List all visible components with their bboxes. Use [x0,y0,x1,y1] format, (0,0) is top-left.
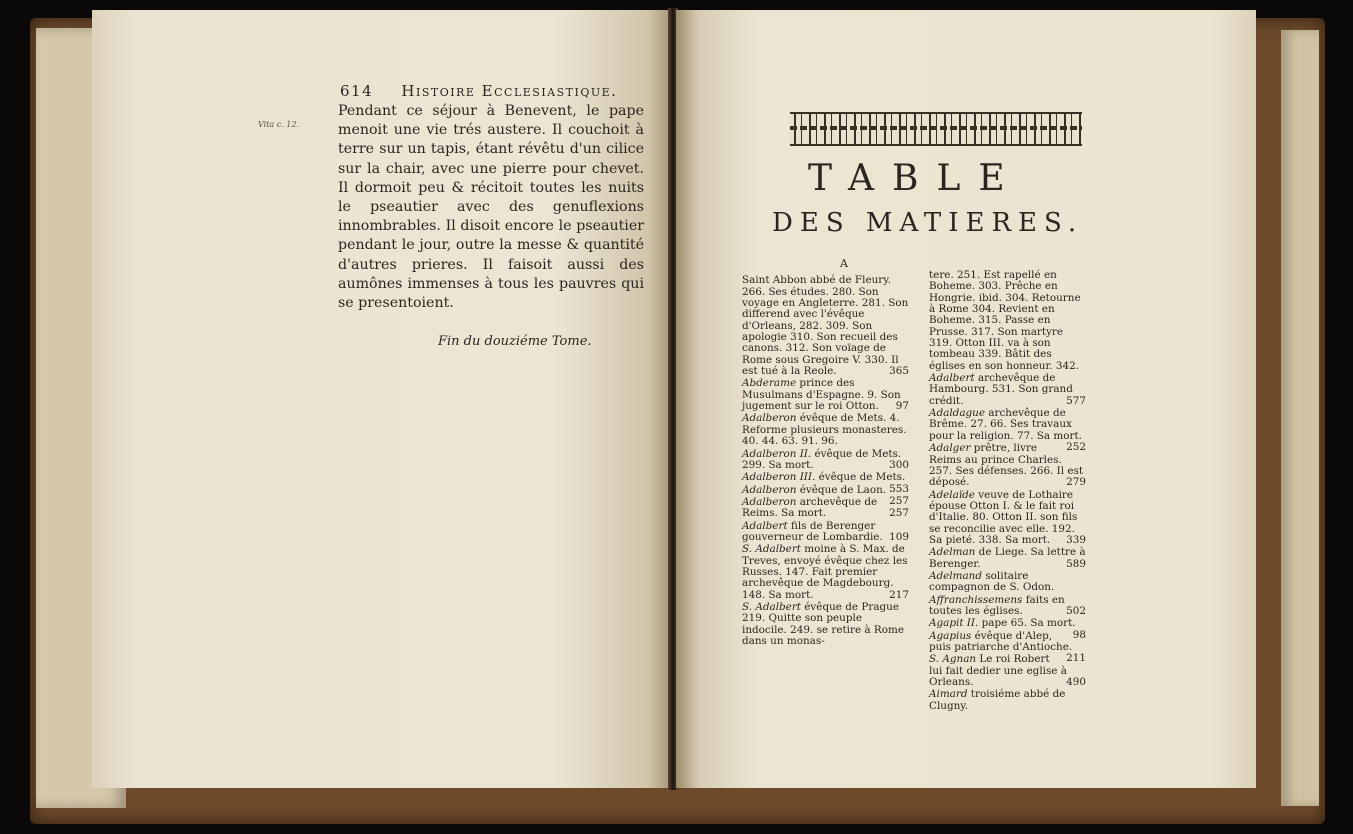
entry-page-ref: 300 [889,458,909,471]
entry-headword: S. Agnan [929,653,977,666]
entry-text: moine à S. Max. de Treves, envoyé évêque chez les Russes. 147. Fait premier archevêque de Magdebourg. 148. Sa mort. [742,543,908,601]
index-entry [742,494,909,520]
entry-headword: Adalger [929,442,971,455]
entry-text: veuve de Lothaire épouse Otton I. & le fait roi d'Italie. 80. Otton II. son fils se reconcilie avec elle. 192. Sa pieté. 338. Sa mort. [929,488,1078,546]
index-entry [742,413,909,447]
entry-headword: Adalbert [742,519,788,532]
entry-text: fils de Berenger gouverneur de Lombardie. [742,519,883,543]
entry-headword: Agapius [929,629,972,642]
entry-page-ref: 252 [1066,441,1086,454]
page-number: 614 [340,82,374,100]
entry-headword: Adalberon [742,412,797,425]
entry-text: de Liege. Sa lettre à Berenger. [929,546,1086,570]
table-title: TABLE [808,158,1023,199]
entry-page-ref: 97 [895,400,909,413]
entry-text: Le roi Robert lui fait dedier une eglise à Orleans. [929,653,1067,689]
entry-text: faits en toutes les églises. [929,593,1065,617]
entry-headword: S. Adalbert [742,600,801,613]
running-head [340,82,640,100]
margin-note: Vita c. 12. [258,120,300,129]
entry-text: archevêque de Hambourg. 531. Son grand crédit. [929,372,1073,407]
entry-text: prêtre, livre Reims au prince Charles. 257. Ses défenses. 266. Il est déposé. [929,442,1084,489]
index-entry [742,378,909,412]
entry-headword: Abderame [742,377,797,390]
entry-headword: S. Adalbert [742,543,801,556]
index-entries-col2 [929,270,1086,712]
entry-text: évêque de Mets. 299. Sa mort. [742,447,902,471]
entry-text: Saint Abbon abbé de Fleury. 266. Ses études. 280. Son voyage en Angleterre. 281. Son differend avec l'évêque d'Orleans, 282. 309. Son apologie 310. Son recueil des canons. 312. Son voïage de Rome sous Gregoire V. 330. Il est tué à la Reole. [742,274,909,378]
entry-page-ref: 217 [889,588,909,601]
running-head-title: Histoire Ecclesiastique. [401,82,618,100]
entry-headword: Adalberon II. [742,447,812,460]
entry-text: évêque de Prague 219. Quitte son peuple indocile. 249. se retire à Rome dans un monas- [742,600,904,647]
body-paragraph: Pendant ce séjour à Benevent, le pape menoit une vie trés austere. Il couchoit à terre sur un tapis, étant révêtu d'un cilice sur la chair, avec une pierre pour chevet. Il dormoit peu & récitoit toutes les nuits le pseautier avec des genuflexions innombrables. Il disoit encore le pseautier pendant le jour, outre la messe & quantité d'autres prieres. Il faisoit aussi des aumônes immenses à tous les pauvres qui se presentoient. [338,103,644,312]
index-entry [742,602,909,647]
entry-page-ref: 365 [889,365,909,378]
entry-headword: Affranchissemens [929,593,1023,606]
entry-text: troisiéme abbé de Clugny. [929,688,1066,712]
entry-text: tere. 251. Est rapellé en Boheme. 303. Prêche en Hongrie. ibid. 304. Retourne à Rome 304. Revient en Boheme. 315. Passe en Prusse. 317. Son martyre 319. Otton III. va à son tombeau 339. Bâtit des églises en son honneur. 342. [929,269,1081,372]
entry-text: prince des Musulmans d'Espagne. 9. Son jugement sur le roi Otton. [742,377,901,413]
index-entry [929,595,1086,618]
entry-headword: Adelman [929,546,976,559]
index-entries-col1 [742,275,909,647]
entry-headword: Aimard [929,688,968,701]
entry-page-ref: 211 [1066,652,1086,665]
index-entry [929,270,1086,372]
table-subtitle: DES MATIERES. [772,208,1084,238]
entry-headword: Adelmand [929,569,983,582]
entry-page-ref: 279 [1066,476,1086,489]
entry-text: évêque de Mets. 4. Reforme plusieurs monasteres. 40. 44. 63. 91. 96. [742,412,907,448]
entry-headword: Adalberon [742,483,797,496]
entry-text: évêque d'Alep, puis patriarche d'Antioche. [929,629,1073,653]
decorative-ornament-band [790,112,1082,146]
index-entry [929,689,1086,712]
entry-headword: Adalberon III. [742,471,816,484]
entry-page-ref: 98 [1072,628,1086,641]
page-edges-right [1281,30,1319,806]
entry-text: évêque de Laon. [796,483,887,496]
index-entry [742,544,909,601]
entry-page-ref: 339 [1066,533,1086,546]
entry-text: archevêque de Brême. 27. 66. Ses travaux pour la religion. 77. Sa mort. [929,407,1082,442]
index-entry [929,547,1086,570]
entry-text: évêque de Mets. [815,471,906,484]
end-of-volume-note: Fin du douziéme Tome. [438,334,592,349]
entry-headword: Adelaïde [929,488,975,501]
entry-page-ref: 257 [889,494,909,507]
entry-text: pape 65. Sa mort. [978,617,1076,630]
index-entry [742,449,909,472]
entry-headword: Adaldague [929,407,986,420]
entry-text: archevêque de Reims. Sa mort. [742,495,878,520]
entry-page-ref: 589 [1066,557,1086,570]
entry-page-ref: 502 [1066,604,1086,617]
entry-page-ref: 109 [889,530,909,543]
index-entry [929,490,1086,547]
entry-page-ref: 490 [1066,676,1086,689]
index-entry [742,275,909,377]
entry-page-ref: 257 [889,507,909,520]
entry-page-ref: 577 [1066,394,1086,407]
entry-text: solitaire compagnon de S. Odon. [929,569,1055,594]
entry-headword: Adalbert [929,372,975,385]
index-entry [929,373,1086,407]
section-letter: A [840,257,848,270]
entry-headword: Agapit II. [929,617,979,630]
index-entry [929,443,1086,488]
entry-page-ref: 553 [889,482,909,495]
index-entry [929,571,1086,594]
index-entry [742,521,909,544]
index-entry [742,482,909,507]
index-entry [929,654,1086,688]
index-column-1 [742,258,909,648]
index-column-2 [929,270,1086,713]
entry-headword: Adalberon [742,495,797,508]
